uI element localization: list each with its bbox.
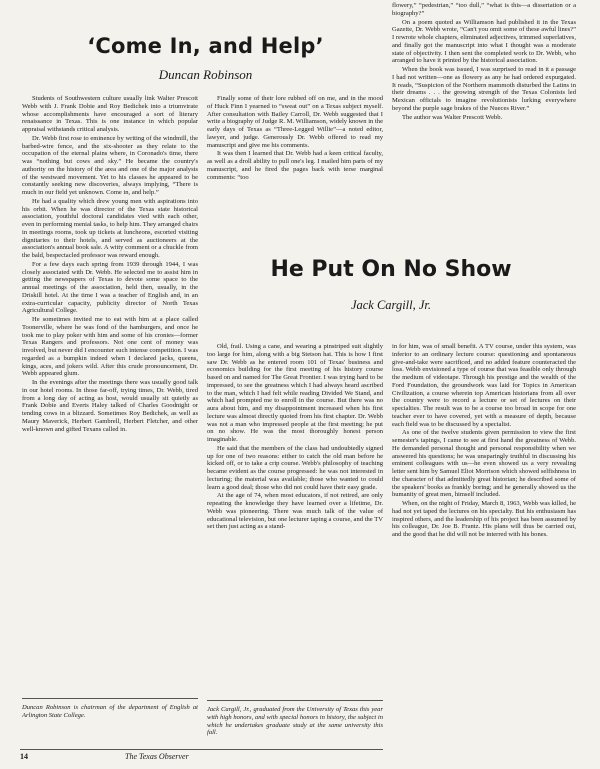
story-b-column-2 bbox=[392, 343, 576, 768]
paragraph: He sometimes invited me to eat with him at a place called Toonerville, where he was fond of the hamburgers, and once he took me to play poker with him and some of his cronies—former Texas Rangers and professors. Not one cent of money was involved, but never did I encounter such intense competition. I was regarded as a bumpkin indeed when I declared jacks, queens, kings, aces, and jokers wild. After this crude pronouncement, Dr. Webb appeared glum. bbox=[22, 316, 198, 378]
paragraph: In the evenings after the meetings there was usually good talk in our hotel rooms. In those far-off, trying times, Dr. Webb, tired from a long day of acting as host, would usually sit quietly as Frank Dobie and Everts Haley talked of Charles Goodnight or tending cows in a blizzard. Sometimes Roy Bedichek, as well as Maury Maverick, Herbert Gambrell, Herbert Fletcher, and other well-known and gifted Texans called in. bbox=[22, 379, 198, 433]
story-title-come-in-and-help: ‘Come In, and Help’ bbox=[87, 34, 324, 58]
paragraph: Finally some of their lore rubbed off on me, and in the mood of Huck Finn I yearned to “sweat out” on a Texas subject myself. After consultation with Bailey Carroll, Dr. Webb suggested that I write a biography of Judge R. M. Williamson, widely known in the early days of Texas as “Three-Legged Willie”—a noted editor, lawyer, and judge. Generously Dr. Webb offered to read my manuscript and give me his comments. bbox=[207, 95, 383, 149]
paragraph: Old, frail. Using a cane, and wearing a pinstriped suit slightly too large for him, along with a big Stetson hat. This is how I first saw Dr. Webb as he entered room 101 of Texas' business and economics building for the first meeting of his history course based on and named for The Great Frontier. I was trying hard to be impressed, to see the greatness which I had always heard ascribed to the man, which I had felt while reading Divided We Stand, and which had prompted me to enroll in the course. But there was no aura about him, and my disappointment increased when his first lecture was almost directly quoted from his first chapter. Dr. Webb was not a man who impressed people at the first meeting; he put on no show. He was the most thoroughly honest person imaginable. bbox=[207, 343, 383, 443]
publication-name: The Texas Observer bbox=[125, 752, 189, 761]
paragraph: When the book was issued, I was surprised to read in it a passage I had not written—one as flowery as any he had ordered expurgated. It reads, “Suspicion of the Northern mammoth disturbed the Latins in their dreams . . . the growing strength of the Texas Colonists led Mexican officials to imagine revolutionists lurking everywhere beyond the purple sage brakes of the Nueces River.” bbox=[392, 66, 576, 112]
paragraph: Dr. Webb first rose to eminence by writing of the windmill, the barbed-wire fence, and the six-shooter as they relate to the occupation of the eternal plains where, in Coronado's time, there was “nothing but cows and sky.” He became the country's authority on the history of the area and one of the major analysts of the westward movement. Yet to his classes he appeared to be constantly seeking new discoveries, always implying, “There is much in our field yet unknown. Come in, and help.” bbox=[22, 134, 198, 196]
paragraph: When, on the night of Friday, March 8, 1963, Webb was killed, he had not yet taped the lectures on his specialty. But his enthusiasm has inspired others, and the leadership of his project has been assumed by his colleague, Dr. Joe B. Frantz. His plans will thus be carried out, and the good that he did will not be interred with his bones. bbox=[392, 500, 576, 538]
page-number: 14 bbox=[20, 752, 28, 761]
story-title-he-put-on-no-show: He Put On No Show bbox=[270, 257, 512, 282]
paragraph: For a few days each spring from 1939 through 1944, I was closely associated with Dr. Webb. He selected me to assist him in getting the newspapers of Texas to devote some space to the annual meetings of the association, held then, usually, in the Driskill hotel. At the time I was a teacher of English and, in an extra-curricular capacity, publicity director of North Texas Agricultural College. bbox=[22, 260, 198, 315]
story-b-column-1 bbox=[207, 343, 383, 687]
paragraph: On a poem quoted as Williamson had published it in the Texas Gazette, Dr. Webb wrote, “Can't you omit some of these awful lines?” I rewrote whole chapters, eliminated adjectives, trimmed superlatives, and finally got the manuscript into what I thought was a moderate state of objectivity. I then sent the completed work to Dr. Webb, who arranged to have it printed by the historical association. bbox=[392, 18, 576, 65]
paragraph: As one of the twelve students given permission to view the first semester's tapings, I came to see at first hand the greatness of Webb. He demanded personal thought and personal responsibility when we answered his questions; he was unsparingly truthful in discussing his eminent colleagues with us—he even showed us a very revealing letter sent him by Samuel Eliot Morrison which showed selfishness in the character of that admittedly great historian; he described some of the speakers' books as frankly boring; and he generally showed us the humanity of great men, himself included. bbox=[392, 429, 576, 499]
paragraph: Students of Southwestern culture usually link Walter Prescott Webb with J. Frank Dobie and Roy Bedichek into a triumvirate whose accomplishments have encouraged a sort of literary renaissance in Texas. This is one instance in which popular appraisal withstands critical analysis. bbox=[22, 95, 198, 133]
paragraph: At the age of 74, when most educators, if not retired, are only repeating the knowledge they have learned over a lifetime, Dr. Webb was pioneering. There was much talk of the value of educational television, but one lecturer taping a course, and the TV set then just acting as a stand- bbox=[207, 492, 383, 531]
paragraph: He said that the members of the class had undoubtedly signed up for one of two reasons: either to catch the old man before he kicked off, or to take a crip course. Webb's philosophy of teaching became evident as the course progressed: he was not interested in lecturing; the material was available; those who wanted to could learn a good deal; those who did not could have their easy grade. bbox=[207, 444, 383, 491]
byline-duncan-robinson: Duncan Robinson bbox=[158, 67, 253, 82]
paragraph: flowery,” “pedestrian,” “too dull,” “what is this—a dissertation or a biography?” bbox=[392, 2, 576, 17]
story-a-column-1 bbox=[22, 95, 198, 693]
author-bio-jack-cargill: Jack Cargill, Jr., graduated from the University of Texas this year with high honors, and with special honors in history, the subject in which he undertakes graduate study at the same university this fall. bbox=[207, 706, 383, 737]
story-a-column-3 bbox=[392, 2, 576, 226]
paragraph: in for him, was of small benefit. A TV course, under this system, was inferior to an ordinary lecture course: questioning and spontaneous give-and-take were sacrificed, and no added feature counteracted the loss. Webb envisioned a type of course that was feasible only through the medium of videotape. Through his prestige and the wealth of the Ford Foundation, the groundwork was laid for Topics in American Civilization, a course wherein top American historians from all over the country were to record a lecture or set of lectures on their specialties. The result was to be a course too broad in scope for one teacher ever to have covered, yet with a measure of depth, because each field was to be discussed by a specialist. bbox=[392, 343, 576, 428]
author-bio-duncan-robinson: Duncan Robinson is chairman of the department of English at Arlington State College. bbox=[22, 704, 198, 719]
story-a-column-2 bbox=[207, 95, 383, 315]
paragraph: He had a quality which drew young men with aspirations into his orbit. When he was director of the Texas state historical association, youthful doctoral candidates vied with each other, even in performing menial tasks, to help him. They arranged chairs in meetings rooms, took up tickets at luncheons, escorted visiting dignitaries to their hotels, and served as auctioneers at the association's annual book sale. A witty comment or a chuckle from the bald, bespectacled professor was reward enough. bbox=[22, 197, 198, 259]
bio-divider bbox=[207, 700, 383, 701]
paragraph: The author was Walter Prescott Webb. bbox=[402, 113, 503, 121]
bio-divider bbox=[22, 698, 198, 699]
paragraph: It was then I learned that Dr. Webb had a keen critical faculty, as well as a droll ability to pull one's leg. I mailed him parts of my manuscript, and he fired the pages back with terse marginal comments: “too bbox=[207, 150, 383, 181]
footer-divider bbox=[20, 749, 383, 750]
byline-jack-cargill: Jack Cargill, Jr. bbox=[350, 298, 432, 312]
